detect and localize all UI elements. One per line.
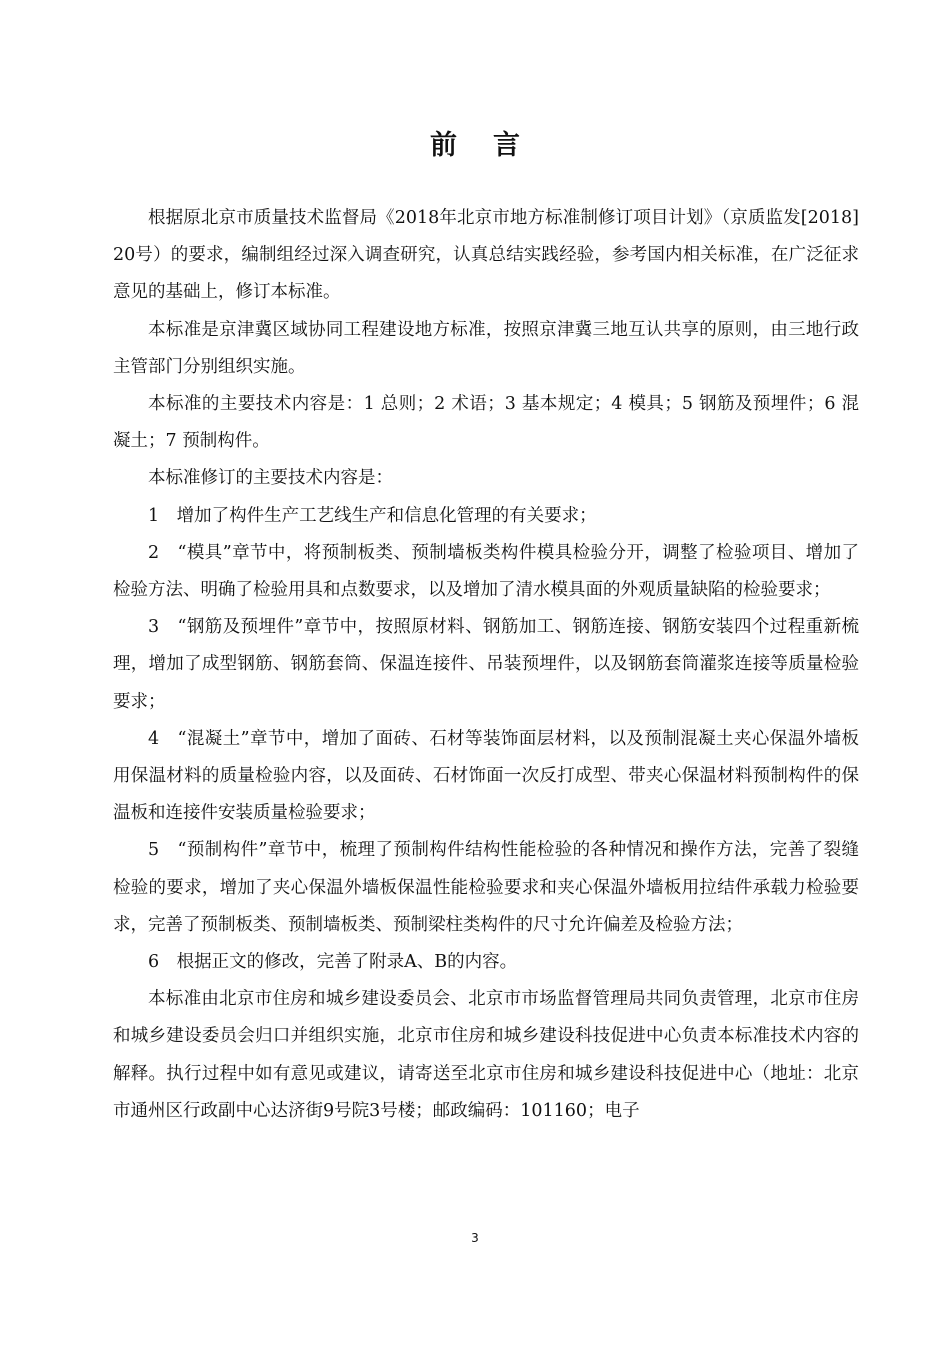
page-number: 3 <box>471 1231 479 1245</box>
paragraph-2: 本标准是京津冀区域协同工程建设地方标准，按照京津冀三地互认共享的原则，由三地行政主管部门分别组织实施。 <box>113 319 859 377</box>
list-item-5: 5 “预制构件”章节中，梳理了预制构件结构性能检验的各种情况和操作方法，完善了裂缝检验的要求，增加了夹心保温外墙板保温性能检验要求和夹心保温外墙板用拉结件承载力检验要求，完善了预制板类、预制墙板类、预制梁柱类构件的尺寸允许偏差及检验方法； <box>113 840 859 935</box>
paragraph-4: 本标准修订的主要技术内容是： <box>148 468 393 489</box>
list-item-4: 4 “混凝土”章节中，增加了面砖、石材等装饰面层材料，以及预制混凝土夹心保温外墙板用保温材料的质量检验内容，以及面砖、石材饰面一次反打成型、带夹心保温材料预制构件的保温板和连接件安装质量检验要求； <box>113 728 859 824</box>
body-text <box>113 200 859 1130</box>
page-title: 前言 <box>430 130 556 161</box>
paragraph-1: 根据原北京市质量技术监督局《2018年北京市地方标准制修订项目计划》（京质监发[2018]20号）的要求，编制组经过深入调查研究，认真总结实践经验，参考国内相关标准，在广泛征求意见的基础上，修订本标准。 <box>113 208 859 303</box>
list-item-2: 2 “模具”章节中，将预制板类、预制墙板类构件模具检验分开，调整了检验项目、增加了检验方法、明确了检验用具和点数要求，以及增加了清水模具面的外观质量缺陷的检验要求； <box>113 542 859 601</box>
paragraph-3: 本标准的主要技术内容是：1 总则；2 术语；3 基本规定；4 模具；5 钢筋及预埋件；6 混凝土；7 预制构件。 <box>113 394 859 452</box>
list-item-1: 1 增加了构件生产工艺线生产和信息化管理的有关要求； <box>148 505 597 526</box>
list-item-6: 6 根据正文的修改，完善了附录A、B的内容。 <box>148 952 518 973</box>
paragraph-management: 本标准由北京市住房和城乡建设委员会、北京市市场监督管理局共同负责管理，北京市住房和城乡建设委员会归口并组织实施，北京市住房和城乡建设科技促进中心负责本标准技术内容的解释。执行过程中如有意见或建议，请寄送至北京市住房和城乡建设科技促进中心（地址：北京市通州区行政副中心达济街9号院3号楼；邮政编码：101160；电子 <box>113 989 859 1121</box>
list-item-3: 3 “钢筋及预埋件”章节中，按照原材料、钢筋加工、钢筋连接、钢筋安装四个过程重新梳理，增加了成型钢筋、钢筋套筒、保温连接件、吊装预埋件，以及钢筋套筒灌浆连接等质量检验要求； <box>113 617 859 712</box>
